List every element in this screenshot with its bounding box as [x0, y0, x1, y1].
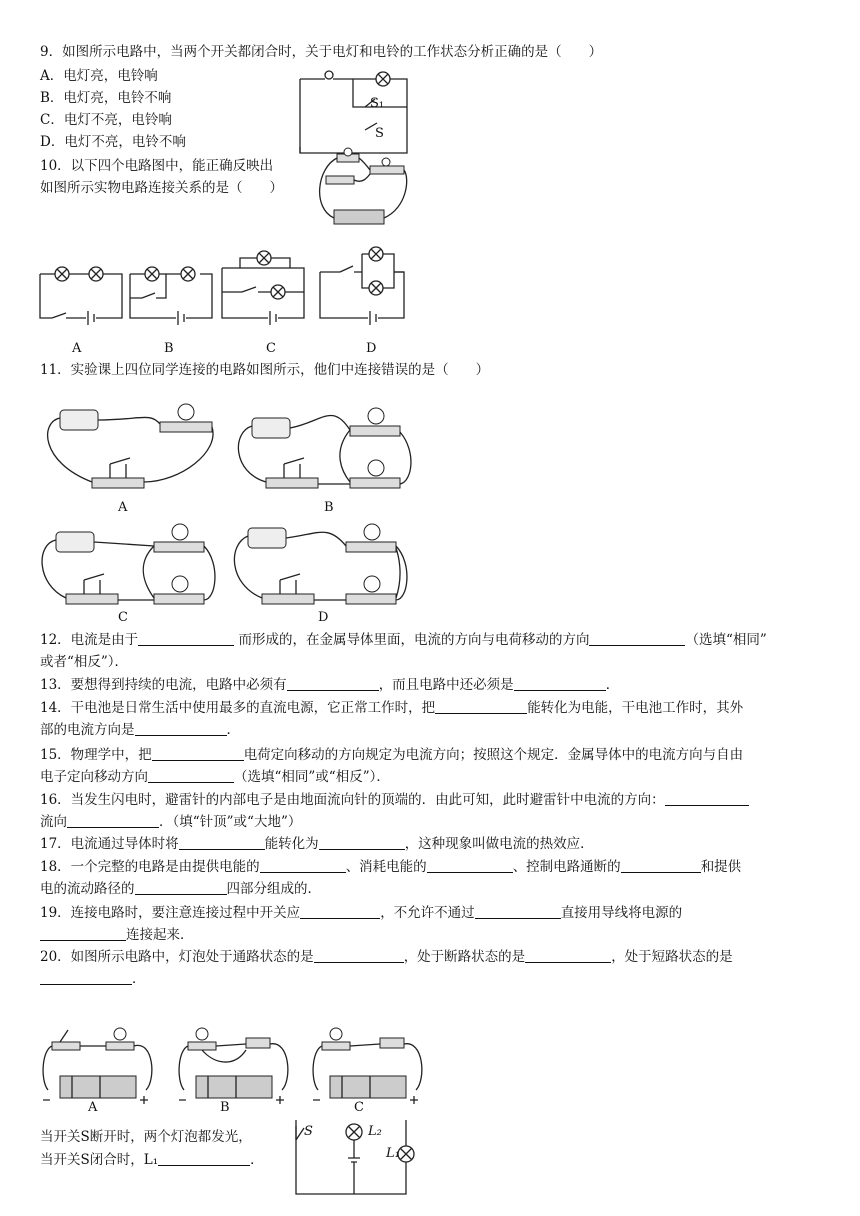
q11-choice-c[interactable]: C [118, 610, 128, 625]
q20-fig-label-a[interactable]: A [88, 1100, 98, 1115]
q15-line2 [40, 767, 390, 787]
q12-text-1: 12．电流是由于 [40, 632, 139, 648]
q12-blank-1[interactable] [138, 631, 234, 646]
q9-stem: 9．如图所示电路中，当两个开关都闭合时，关于电灯和电铃的工作状态分析正确的是（ ） [40, 44, 603, 60]
q18-blank-3[interactable] [621, 858, 701, 873]
q20-text-2: ，处于断路状态的是 [403, 949, 526, 965]
q18-text-2: 、消耗电能的 [345, 859, 427, 875]
q10-diagram-b [128, 262, 214, 322]
q21-line1: 当开关S断开时，两个灯泡都发光， [40, 1129, 252, 1145]
q11-figure-c [36, 514, 216, 614]
q20-line2 [40, 969, 146, 989]
q13-blank-2[interactable] [514, 676, 606, 691]
q21-text-3: ． [250, 1152, 264, 1168]
q10-diagram-c [220, 248, 306, 322]
q21-fig-label-s: S [304, 1124, 313, 1139]
q20-fig-label-c[interactable]: C [354, 1100, 364, 1115]
q10-diagram-d [318, 244, 408, 322]
q9-fig-label-s1: S₁ [370, 96, 385, 111]
q10-diagram-a [38, 262, 124, 322]
q21-line2 [40, 1150, 264, 1170]
q20-blank-1[interactable] [314, 948, 404, 963]
q11-figure-a [40, 392, 220, 502]
q21-text-2: 当开关S闭合时，L₁ [40, 1152, 159, 1168]
q17-text-2: 能转化为 [264, 836, 319, 852]
q13-text-1: 13．要想得到持续的电流，电路中必须有 [40, 677, 287, 693]
q20-figure-c [308, 1020, 428, 1110]
q9-option-c[interactable]: C．电灯不亮，电铃响 [40, 112, 172, 128]
q19-line1 [40, 903, 682, 923]
q11-choice-b[interactable]: B [324, 500, 334, 515]
q11-stem: 11．实验课上四位同学连接的电路如图所示，他们中连接错误的是（ ） [40, 362, 490, 378]
q11-choice-d[interactable]: D [318, 610, 329, 625]
q17-blank-2[interactable] [319, 835, 405, 850]
q11-choice-a[interactable]: A [118, 500, 128, 515]
q16-text-1: 16．当发生闪电时，避雷针的内部电子是由地面流向针的顶端的．由此可知，此时避雷针中电流的方向： [40, 792, 665, 808]
q10-stem-line2: 如图所示实物电路连接关系的是（ ） [40, 180, 283, 196]
q15-blank-1[interactable] [152, 746, 244, 761]
q20-figure-b [174, 1020, 294, 1110]
q18-text-6: 四部分组成的． [226, 881, 321, 897]
q18-text-4: 和提供 [700, 859, 742, 875]
q19-text-3: 直接用导线将电源的 [560, 905, 683, 921]
q13-text-3: ． [605, 677, 620, 693]
q17-text-1: 17．电流通过导体时将 [40, 836, 179, 852]
q16-blank-2[interactable] [67, 813, 159, 828]
q11-figure-b [232, 392, 422, 502]
q18-blank-1[interactable] [260, 858, 346, 873]
q21-blank-1[interactable] [158, 1151, 250, 1166]
q9-circuit-diagram [295, 65, 415, 155]
q14-blank-1[interactable] [435, 699, 527, 714]
q12-text-4: 或者“相反”）． [40, 654, 129, 670]
q19-blank-1[interactable] [300, 904, 380, 919]
q18-line2 [40, 879, 321, 899]
q19-blank-3[interactable] [40, 926, 126, 941]
q20-fig-label-b[interactable]: B [220, 1100, 230, 1115]
q20-line1 [40, 947, 733, 967]
q9-fig-label-s: S [375, 126, 384, 141]
q11-figure-d [228, 514, 418, 614]
q16-line2 [40, 812, 301, 832]
q14-text-1: 14．干电池是日常生活中使用最多的直流电源，它正常工作时，把 [40, 700, 436, 716]
q19-blank-2[interactable] [475, 904, 561, 919]
q20-text-3: ，处于短路状态的是 [611, 949, 733, 965]
q9-option-a[interactable]: A．电灯亮，电铃响 [40, 68, 158, 84]
q18-text-5: 电的流动路径的 [40, 881, 135, 897]
q12-line1 [40, 630, 767, 650]
q18-text-1: 18．一个完整的电路是由提供电能的 [40, 859, 260, 875]
q9-option-b[interactable]: B．电灯亮，电铃不响 [40, 90, 172, 106]
q18-blank-4[interactable] [135, 880, 227, 895]
q19-text-4: 连接起来． [126, 927, 194, 943]
q14-blank-2[interactable] [135, 721, 227, 736]
q18-text-3: 、控制电路通断的 [512, 859, 621, 875]
q17-line [40, 834, 594, 854]
q16-blank-1[interactable] [665, 791, 749, 806]
q13-line [40, 675, 619, 695]
q10-choice-b[interactable]: B [164, 341, 174, 356]
q20-blank-3[interactable] [40, 970, 132, 985]
q12-text-3: （选填“相同” [685, 632, 767, 648]
q20-blank-2[interactable] [525, 948, 611, 963]
q15-line1 [40, 745, 743, 765]
q14-line2 [40, 720, 240, 740]
q15-blank-2[interactable] [148, 768, 234, 783]
q14-text-2: 能转化为电能，干电池工作时，其外 [527, 700, 744, 716]
q10-physical-circuit [312, 148, 412, 232]
q15-text-4: （选填“相同”或“相反”）． [234, 769, 390, 785]
q20-text-4: ． [132, 971, 146, 987]
q16-line1 [40, 790, 749, 810]
q13-blank-1[interactable] [287, 676, 379, 691]
q15-text-1: 15．物理学中，把 [40, 747, 152, 763]
q21-fig-label-l2: L₂ [368, 1124, 382, 1139]
q12-text-2: 而形成的，在金属导体里面，电流的方向与电荷移动的方向 [238, 632, 590, 648]
q10-choice-d[interactable]: D [366, 341, 377, 356]
q14-text-4: ． [226, 722, 240, 738]
q16-text-3: ．（填“针顶”或“大地”） [159, 814, 302, 830]
q16-text-2: 流向 [40, 814, 67, 830]
q20-figure-a [38, 1020, 158, 1110]
q17-text-3: ，这种现象叫做电流的热效应． [404, 836, 594, 852]
q19-line2 [40, 925, 194, 945]
q19-text-2: ，不允许不通过 [380, 905, 475, 921]
q17-blank-1[interactable] [179, 835, 265, 850]
q14-text-3: 部的电流方向是 [40, 722, 135, 738]
q21-fig-label-l1: L₁ [386, 1146, 400, 1161]
q14-line1 [40, 698, 743, 718]
q10-stem-line1: 10．以下四个电路图中，能正确反映出 [40, 158, 274, 174]
q12-blank-2[interactable] [589, 631, 685, 646]
q15-text-3: 电子定向移动方向 [40, 769, 148, 785]
q10-choice-c[interactable]: C [266, 341, 276, 356]
q19-text-1: 19．连接电路时，要注意连接过程中开关应 [40, 905, 301, 921]
q18-line1 [40, 857, 741, 877]
q20-text-1: 20．如图所示电路中，灯泡处于通路状态的是 [40, 949, 314, 965]
q9-option-d[interactable]: D．电灯不亮，电铃不响 [40, 134, 186, 150]
q18-blank-2[interactable] [427, 858, 513, 873]
q10-choice-a[interactable]: A [72, 341, 82, 356]
q15-text-2: 电荷定向移动的方向规定为电流方向；按照这个规定．金属导体中的电流方向与自由 [243, 747, 744, 763]
q13-text-2: ，而且电路中还必须是 [378, 677, 514, 693]
